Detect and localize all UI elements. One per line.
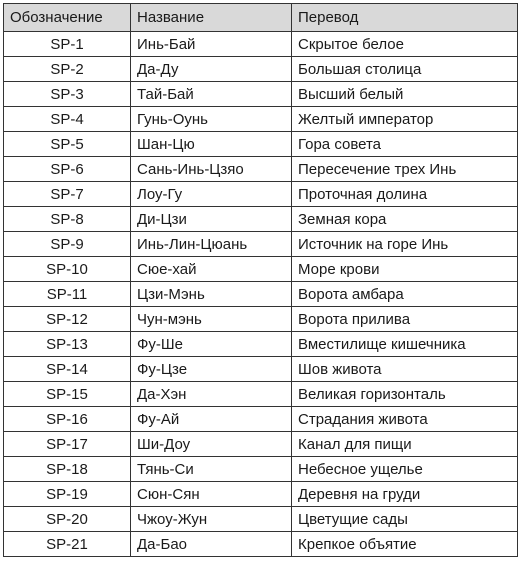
cell-name: Да-Бао <box>131 532 292 557</box>
cell-translation: Пересечение трех Инь <box>292 157 518 182</box>
cell-translation: Желтый император <box>292 107 518 132</box>
cell-name: Цзи-Мэнь <box>131 282 292 307</box>
table-row <box>4 32 518 57</box>
header-name: Название <box>131 4 292 32</box>
cell-translation: Великая горизонталь <box>292 382 518 407</box>
table-header <box>4 4 518 32</box>
cell-designation: SP-6 <box>4 157 131 182</box>
cell-name: Фу-Ай <box>131 407 292 432</box>
header-row <box>4 4 518 32</box>
points-table <box>3 3 518 557</box>
table-row <box>4 257 518 282</box>
cell-designation: SP-13 <box>4 332 131 357</box>
cell-name: Гунь-Оунь <box>131 107 292 132</box>
cell-name: Ши-Доу <box>131 432 292 457</box>
table-row <box>4 182 518 207</box>
table-row <box>4 432 518 457</box>
cell-translation: Крепкое объятие <box>292 532 518 557</box>
cell-designation: SP-9 <box>4 232 131 257</box>
table-row <box>4 282 518 307</box>
cell-name: Инь-Бай <box>131 32 292 57</box>
cell-translation: Скрытое белое <box>292 32 518 57</box>
cell-name: Лоу-Гу <box>131 182 292 207</box>
cell-designation: SP-15 <box>4 382 131 407</box>
cell-designation: SP-19 <box>4 482 131 507</box>
table-row <box>4 157 518 182</box>
cell-name: Сюн-Сян <box>131 482 292 507</box>
table-row <box>4 407 518 432</box>
cell-name: Ди-Цзи <box>131 207 292 232</box>
table-row <box>4 507 518 532</box>
cell-name: Чун-мэнь <box>131 307 292 332</box>
points-table-container <box>3 3 517 557</box>
table-row <box>4 532 518 557</box>
cell-designation: SP-17 <box>4 432 131 457</box>
cell-name: Сань-Инь-Цзяо <box>131 157 292 182</box>
cell-translation: Вместилище кишечника <box>292 332 518 357</box>
cell-name: Инь-Лин-Цюань <box>131 232 292 257</box>
cell-translation: Цветущие сады <box>292 507 518 532</box>
cell-designation: SP-14 <box>4 357 131 382</box>
cell-name: Сюе-хай <box>131 257 292 282</box>
cell-translation: Страдания живота <box>292 407 518 432</box>
cell-translation: Большая столица <box>292 57 518 82</box>
cell-designation: SP-8 <box>4 207 131 232</box>
cell-designation: SP-20 <box>4 507 131 532</box>
table-row <box>4 132 518 157</box>
header-translation: Перевод <box>292 4 518 32</box>
table-row <box>4 382 518 407</box>
table-row <box>4 107 518 132</box>
cell-translation: Море крови <box>292 257 518 282</box>
cell-translation: Шов живота <box>292 357 518 382</box>
cell-name: Да-Ду <box>131 57 292 82</box>
table-row <box>4 357 518 382</box>
table-row <box>4 207 518 232</box>
table-row <box>4 482 518 507</box>
cell-designation: SP-16 <box>4 407 131 432</box>
cell-designation: SP-1 <box>4 32 131 57</box>
cell-designation: SP-21 <box>4 532 131 557</box>
cell-name: Чжоу-Жун <box>131 507 292 532</box>
cell-translation: Деревня на груди <box>292 482 518 507</box>
cell-name: Да-Хэн <box>131 382 292 407</box>
cell-name: Фу-Ше <box>131 332 292 357</box>
table-body <box>4 32 518 557</box>
cell-translation: Проточная долина <box>292 182 518 207</box>
cell-designation: SP-12 <box>4 307 131 332</box>
cell-translation: Ворота прилива <box>292 307 518 332</box>
cell-designation: SP-5 <box>4 132 131 157</box>
table-row <box>4 232 518 257</box>
table-row <box>4 57 518 82</box>
cell-designation: SP-10 <box>4 257 131 282</box>
cell-translation: Канал для пищи <box>292 432 518 457</box>
table-row <box>4 332 518 357</box>
cell-translation: Гора совета <box>292 132 518 157</box>
cell-designation: SP-7 <box>4 182 131 207</box>
cell-name: Тянь-Си <box>131 457 292 482</box>
cell-translation: Высший белый <box>292 82 518 107</box>
cell-designation: SP-11 <box>4 282 131 307</box>
cell-name: Шан-Цю <box>131 132 292 157</box>
cell-name: Фу-Цзе <box>131 357 292 382</box>
cell-translation: Источник на горе Инь <box>292 232 518 257</box>
table-row <box>4 307 518 332</box>
cell-designation: SP-2 <box>4 57 131 82</box>
cell-translation: Земная кора <box>292 207 518 232</box>
table-row <box>4 82 518 107</box>
cell-translation: Ворота амбара <box>292 282 518 307</box>
header-designation: Обозначение <box>4 4 131 32</box>
cell-designation: SP-3 <box>4 82 131 107</box>
cell-designation: SP-18 <box>4 457 131 482</box>
cell-name: Тай-Бай <box>131 82 292 107</box>
cell-translation: Небесное ущелье <box>292 457 518 482</box>
cell-designation: SP-4 <box>4 107 131 132</box>
table-row <box>4 457 518 482</box>
